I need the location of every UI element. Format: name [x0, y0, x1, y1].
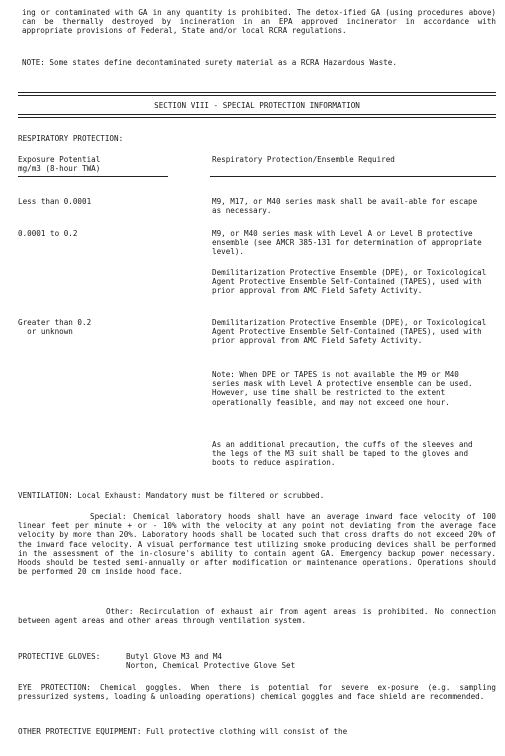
row3-protection: Demilitarization Protective Ensemble (DPE), or Toxicological Agent Protective Ensemble Self-Contained (TAPES), used with prior approval from AMC Field Safety Activity. [212, 268, 491, 296]
intro-paragraph: ing or contaminated with GA in any quantity is prohibited. The detox-ified GA (using procedures above) can be thermally destroyed by incineration in an EPA approved incinerator in accordance with appropriate provisions of Federal, State and/or local RCRA regulations. [22, 8, 501, 36]
row2-protection: M9, or M40 series mask with Level A or Level B protective ensemble (see AMCR 385-131 for determination of appropriate level). [212, 229, 487, 257]
eye-protection: EYE PROTECTION: Chemical goggles. When there is potential for severe ex-posure (e.g. sampling pressurized systems, loading & unloading operations) chemical goggles and face shield are recommended. [18, 683, 501, 702]
row6-precaution: As an additional precaution, the cuffs of the sleeves and the legs of the M3 suit shall be taped to the gloves and boots to reduce aspiration. [212, 440, 478, 468]
section-rule-top-2 [18, 95, 496, 96]
row4-protection: Demilitarization Protective Ensemble (DPE), or Toxicological Agent Protective Ensemble Self-Contained (TAPES), used with prior approval from AMC Field Safety Activity. [212, 318, 491, 346]
row1-exposure: Less than 0.0001 [18, 197, 92, 206]
note-hazardous-waste: NOTE: Some states define decontaminated surety material as a RCRA Hazardous Waste. [22, 58, 397, 67]
section-rule-bottom-2 [18, 117, 496, 118]
ventilation-local-exhaust: VENTILATION: Local Exhaust: Mandatory must be filtered or scrubbed. [18, 491, 325, 500]
table-col2-underline [210, 176, 496, 177]
row1-protection: M9, M17, or M40 series mask shall be avail-able for escape as necessary. [212, 197, 482, 216]
row4-exposure: Greater than 0.2 or unknown [18, 318, 92, 337]
section-rule-top-1 [18, 92, 496, 93]
respiratory-heading: RESPIRATORY PROTECTION: [18, 134, 124, 143]
ventilation-special: Special: Chemical laboratory hoods shall have an average inward face velocity of 100 linear feet per minute + or - 10% with the velocity at any point not deviating from the average face velocity by more than 20%. Laboratory hoods shall be located such that cross drafts do not exceed 20% of the inward face velocity. A visual performance test utilizing smoke producing devices shall be performed in the assessment of the in-closure's ability to contain agent GA. Emergency backup power necessary. Hoods should be tested semi-annually or after modification or maintenance operations. Operations should be performed 20 cm inside hood face. [18, 512, 501, 577]
row5-note: Note: When DPE or TAPES is not available the M9 or M40 series mask with Level A protective ensemble can be used. However, use time shall be restricted to the extent operationally feasible, and may not exceed one hour. [212, 370, 478, 407]
gloves-label: PROTECTIVE GLOVES: [18, 652, 101, 661]
other-protective-equipment: OTHER PROTECTIVE EQUIPMENT: Full protective clothing will consist of the [18, 727, 348, 736]
gloves-line2: Norton, Chemical Protective Glove Set [126, 661, 296, 670]
table-col2-header: Respiratory Protection/Ensemble Required [212, 155, 395, 164]
section-rule-bottom-1 [18, 114, 496, 115]
ventilation-other: Other: Recirculation of exhaust air from agent areas is prohibited. No connection between agent areas and other areas through ventilation system. [18, 607, 501, 626]
gloves-line1: Butyl Glove M3 and M4 [126, 652, 223, 661]
section-title: SECTION VIII - SPECIAL PROTECTION INFORMATION [154, 101, 360, 110]
table-col1-underline [18, 176, 168, 177]
row2-exposure: 0.0001 to 0.2 [18, 229, 78, 238]
table-col1-header: Exposure Potential mg/m3 (8-hour TWA) [18, 155, 101, 174]
